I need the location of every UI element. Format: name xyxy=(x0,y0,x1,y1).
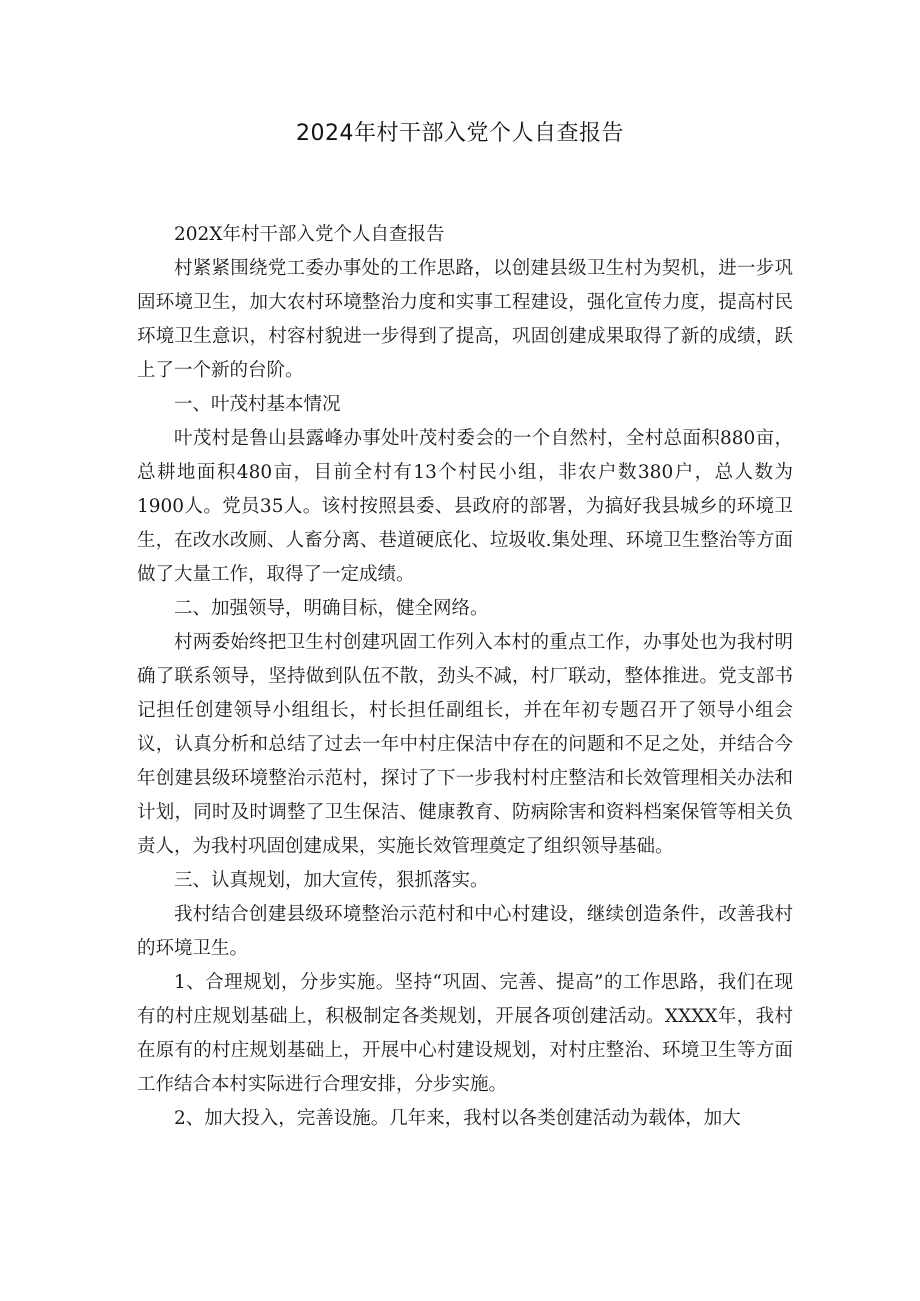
section-heading-2: 二、加强领导，明确目标，健全网络。 xyxy=(174,598,489,619)
section-heading-1: 一、叶茂村基本情况 xyxy=(174,394,341,415)
body-paragraph: 我村结合创建县级环境整治示范村和中心村建设，继续创造条件，改善我村的环境卫生。 xyxy=(137,904,793,959)
body-paragraph: 2、加大投入，完善设施。几年来，我村以各类创建活动为载体，加大 xyxy=(174,1108,741,1129)
body-paragraph: 1、合理规划，分步实施。坚持“巩固、完善、提高”的工作思路，我们在现有的村庄规划基础上，积极制定各类规划，开展各项创建活动。XXXX年，我村在原有的村庄规划基础上，开展中心村建设规划，对村庄整治、环境卫生等方面工作结合本村实际进行合理安排，分步实施。 xyxy=(137,972,793,1095)
document-body xyxy=(137,218,793,1136)
subtitle-paragraph: 202X年村干部入党个人自查报告 xyxy=(174,224,445,245)
body-paragraph: 村两委始终把卫生村创建巩固工作列入本村的重点工作，办事处也为我村明确了联系领导，坚持做到队伍不散，劲头不减，村厂联动，整体推进。党支部书记担任创建领导小组组长，村长担任副组长，并在年初专题召开了领导小组会议，认真分析和总结了过去一年中村庄保洁中存在的问题和不足之处，并结合今年创建县级环境整治示范村，探讨了下一步我村村庄整洁和长效管理相关办法和计划，同时及时调整了卫生保洁、健康教育、防病除害和资料档案保管等相关负责人，为我村巩固创建成果，实施长效管理奠定了组织领导基础。 xyxy=(137,632,793,857)
section-heading-3: 三、认真规划，加大宣传，狠抓落实。 xyxy=(174,870,489,891)
body-paragraph: 叶茂村是鲁山县露峰办事处叶茂村委会的一个自然村，全村总面积880亩，总耕地面积480亩，目前全村有13个村民小组，非农户数380户，总人数为1900人。党员35人。该村按照县委、县政府的部署，为搞好我县城乡的环境卫生，在改水改厕、人畜分离、巷道硬底化、垃圾收.集处理、环境卫生整治等方面做了大量工作，取得了一定成绩。 xyxy=(137,428,793,585)
document-title: 2024年村干部入党个人自查报告 xyxy=(296,121,624,146)
intro-paragraph: 村紧紧围绕党工委办事处的工作思路，以创建县级卫生村为契机，进一步巩固环境卫生，加大农村环境整治力度和实事工程建设，强化宣传力度，提高村民环境卫生意识，村容村貌进一步得到了提高，巩固创建成果取得了新的成绩，跃上了一个新的台阶。 xyxy=(137,258,793,381)
